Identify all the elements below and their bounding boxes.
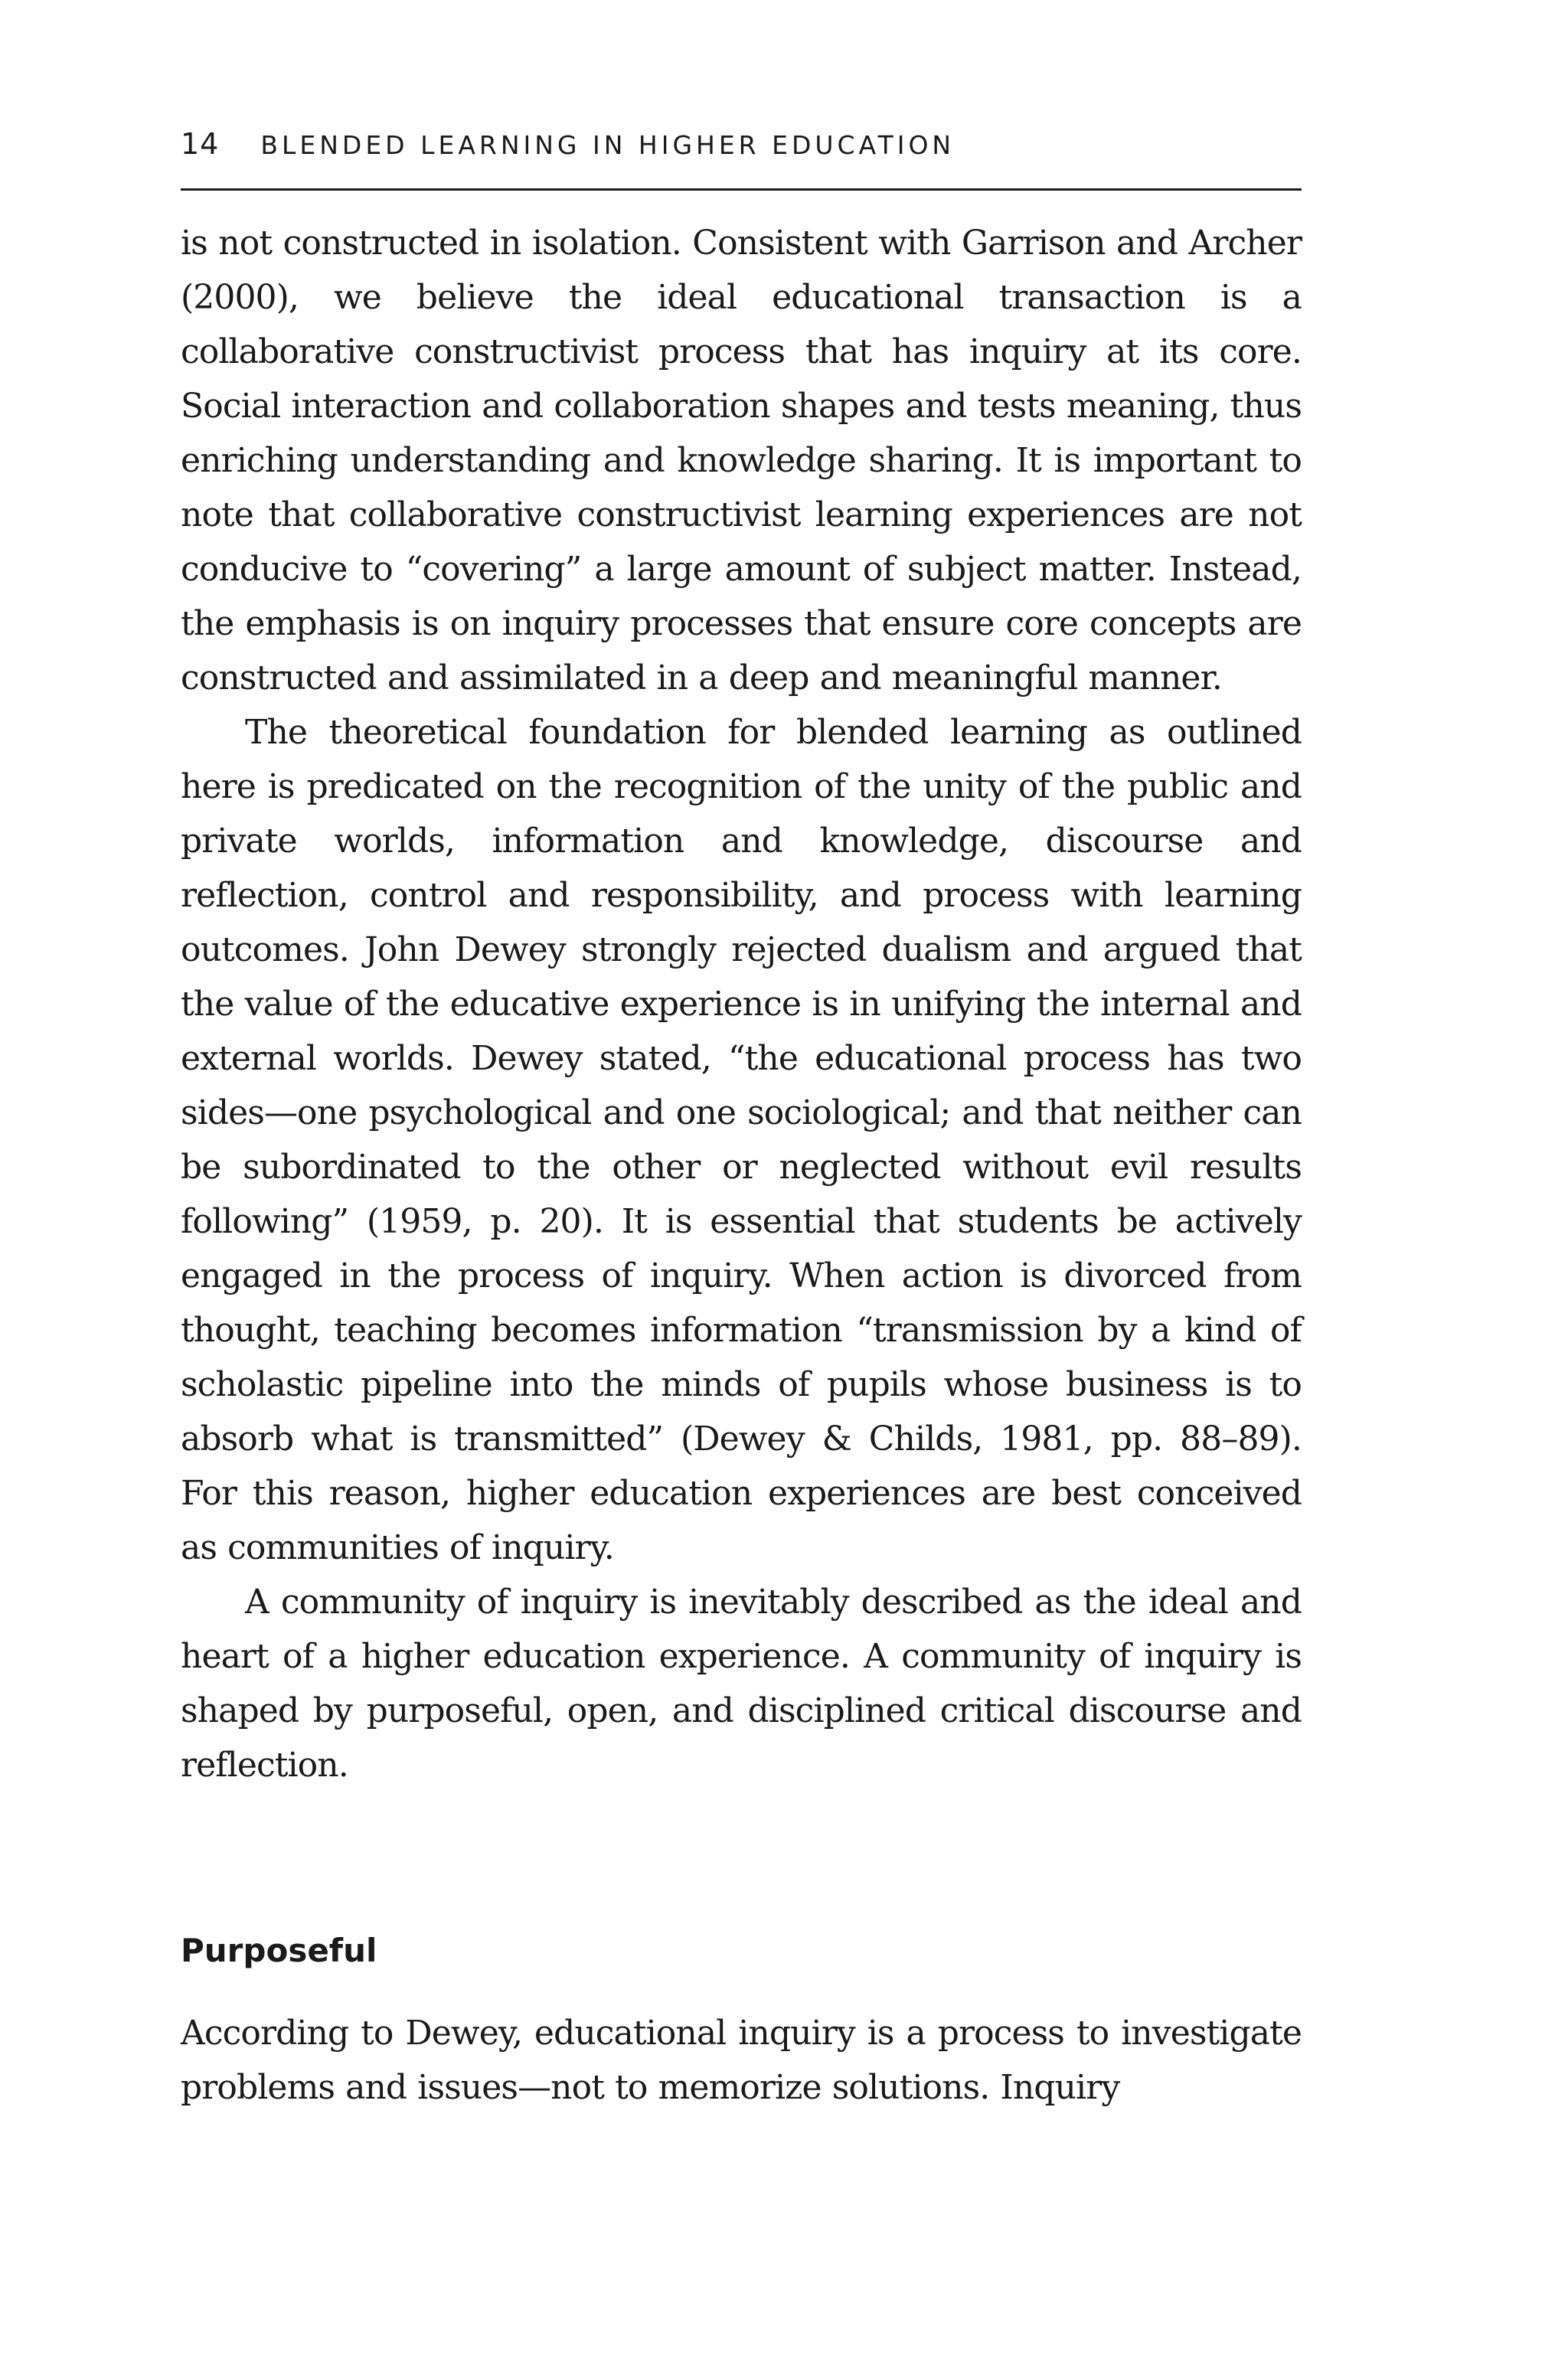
section-heading: Purposeful	[181, 1932, 377, 1969]
section-text	[181, 2006, 1302, 2115]
paragraph: The theoretical foundation for blended learning as outlined here is predicated on the recognition of the unity of the public and private worlds, information and knowledge, discourse and reflection, control and responsibility, and process with learning outcomes. John Dewey strongly rejected dualism and argued that the value of the educative experience is in unifying the internal and external worlds. Dewey stated, “the educational process has two sides—one psychological and one sociological; and that neither can be subordinated to the other or neglected without evil results following” (1959, p. 20). It is essential that students be actively engaged in the process of inquiry. When action is divorced from thought, teaching becomes information “transmission by a kind of scholastic pipeline into the minds of pupils whose business is to absorb what is transmitted” (Dewey & Childs, 1981, pp. 88–89). For this reason, higher education experiences are best conceived as communities of inquiry.	[181, 713, 1302, 1567]
paragraph: According to Dewey, educational inquiry is a process to investigate problems and issues—not to memorize solutions. Inquiry	[181, 2014, 1302, 2107]
book-title: BLENDED LEARNING IN HIGHER EDUCATION	[260, 130, 956, 160]
book-page	[181, 0, 1302, 2362]
running-head	[181, 127, 1302, 170]
page-number: 14	[181, 127, 220, 161]
paragraph-continued: is not constructed in isolation. Consistent with Garrison and Archer (2000), we believe the ideal educational transaction is a collaborative constructivist process that has inquiry at its core. Social interaction and collaboration shapes and tests meaning, thus enriching understanding and knowledge sharing. It is important to note that collaborative constructivist learning experiences are not conducive to “covering” a large amount of subject matter. Instead, the emphasis is on inquiry processes that ensure core concepts are constructed and assimilated in a deep and meaningful manner.	[181, 224, 1302, 697]
body-text	[181, 216, 1302, 1792]
paragraph: A community of inquiry is inevitably described as the ideal and heart of a higher education experience. A community of inquiry is shaped by purposeful, open, and disciplined critical discourse and reflection.	[181, 1583, 1302, 1785]
header-rule	[181, 188, 1302, 191]
